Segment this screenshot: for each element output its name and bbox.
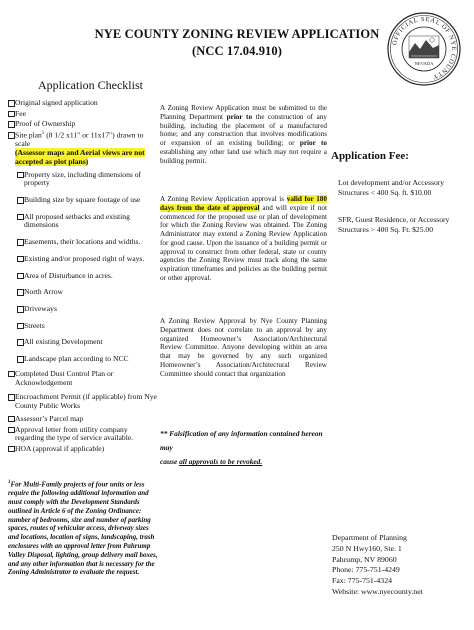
- checklist-item[interactable]: Completed Dust Control Plan or Acknowledgement: [8, 370, 158, 387]
- checkbox[interactable]: [17, 197, 24, 204]
- page-title: NYE COUNTY ZONING REVIEW APPLICATION: [94, 27, 380, 41]
- checkbox[interactable]: [17, 256, 24, 263]
- checklist-subitem[interactable]: Landscape plan according to NCC: [8, 355, 158, 364]
- contact-block: [332, 533, 423, 598]
- checklist-heading: Application Checklist: [38, 78, 143, 92]
- checkbox[interactable]: [17, 356, 24, 363]
- contact-department: Department of Planning: [332, 533, 407, 542]
- paragraph-submission: A Zoning Review Application must be submitted to the Planning Department prior to the construction of any building, including the placement of a manufactured home; and any construction that involves modifications or expansion of an existing building; or prior to establishing any other land use which may not require a building permit.: [160, 104, 328, 165]
- checklist-item[interactable]: Proof of Ownership: [8, 120, 158, 129]
- checklist-item[interactable]: Assessor’s Parcel map: [8, 415, 158, 424]
- checkbox[interactable]: [8, 132, 15, 139]
- checklist-item[interactable]: Fee: [8, 110, 158, 119]
- contact-phone: Phone: 775-751-4249: [332, 565, 400, 575]
- checkbox[interactable]: [17, 273, 24, 280]
- checklist-item[interactable]: Original signed application: [8, 99, 158, 108]
- checklist-subitem[interactable]: Property size, including dimensions of property: [8, 171, 158, 188]
- checklist-item[interactable]: Approval letter from utility company regarding the type of service available.: [8, 426, 158, 443]
- fee-item: SFR, Guest Residence, or Accessory Structures > 400 Sq. Ft. $25.00: [338, 215, 450, 234]
- checklist-item-site-plan[interactable]: Site plan$^1$ (8 1/2 x11" or 11x17") drawn to scale (Assessor maps and Aerial views are not accepted as plot plans): [8, 131, 158, 166]
- checkbox[interactable]: [17, 214, 24, 221]
- checkbox[interactable]: [17, 339, 24, 346]
- checklist-item[interactable]: Encroachment Permit (if applicable) from Nye County Public Works: [8, 393, 158, 410]
- checkbox[interactable]: [8, 100, 15, 107]
- checkbox[interactable]: [17, 289, 24, 296]
- checklist-subitem[interactable]: Streets: [8, 322, 158, 331]
- checklist-subitem[interactable]: Driveways: [8, 305, 158, 314]
- checklist-subitem[interactable]: Area of Disturbance in acres.: [8, 272, 158, 281]
- checkbox[interactable]: [17, 172, 24, 179]
- checklist-subitem[interactable]: Building size by square footage of use: [8, 196, 158, 205]
- checkbox[interactable]: [17, 239, 24, 246]
- checklist-item[interactable]: HOA (approval if applicable): [8, 445, 158, 454]
- checklist-subitem[interactable]: North Arrow: [8, 288, 158, 297]
- checkbox[interactable]: [8, 371, 15, 378]
- fee-item: Lot development and/or Accessory Structures < 400 Sq. ft. $10.00: [338, 178, 445, 197]
- checkbox[interactable]: [8, 427, 15, 434]
- checkbox[interactable]: [8, 446, 15, 453]
- validity-highlight: valid for 180 days from the date of approval: [160, 195, 327, 212]
- seal-ring-text: OFFICIAL SEAL OF NYE COUNTY: [391, 15, 458, 81]
- contact-city: Pahrump, NV 89060: [332, 554, 397, 564]
- checklist-subitem[interactable]: Easements, their locations and widths.: [8, 238, 158, 247]
- checklist: [8, 99, 158, 456]
- checkbox[interactable]: [8, 121, 15, 128]
- contact-fax: Fax: 775-751-4324: [332, 576, 392, 585]
- checkbox[interactable]: [8, 111, 15, 118]
- paragraph-hoa: A Zoning Review Approval by Nye County Planning Department does not correlate to an approval by any organized Homeowner’s Association/Architectural Review Committee. Anyone developing within an area that may be governed by any such organized Homeowner’s Association/Architectural Review Committee should contact that organization: [160, 317, 327, 378]
- site-plan-note: (Assessor maps and Aerial views are not accepted as plot plans): [15, 148, 145, 166]
- paragraph-validity: A Zoning Review Application approval is valid for 180 days from the date of approval and will expire if not commenced for the proposed use or plan of development for which the Zoning Review was obtained. The Zoning Administrator may extend a Zoning Review Application for good cause. Upon the issuance of a building permit or approval to construct from other federal, state or county agencies the Zoning Review must track along the same expiration timeframes and policies as the building permit or other approval.: [160, 195, 327, 283]
- falsification-notice: ** Falsification of any information contained hereon may cause all approvals to be revoked.: [160, 429, 323, 467]
- contact-website[interactable]: Website: www.nyecounty.net: [332, 586, 423, 596]
- checkbox[interactable]: [8, 394, 15, 401]
- page-subtitle: (NCC 17.04.910): [191, 44, 283, 58]
- county-seal: [387, 12, 461, 86]
- checklist-subitem[interactable]: All proposed setbacks and existing dimensions: [8, 213, 158, 230]
- checklist-subitem[interactable]: Existing and/or proposed right of ways.: [8, 255, 158, 264]
- checkbox[interactable]: [8, 416, 15, 423]
- seal-state-text: NEVADA: [414, 61, 434, 66]
- checkbox[interactable]: [17, 306, 24, 313]
- seal-emblem-icon: [387, 12, 461, 86]
- checklist-subitem[interactable]: All existing Development: [8, 338, 158, 347]
- fee-heading: Application Fee:: [331, 150, 409, 162]
- checkbox[interactable]: [17, 323, 24, 330]
- contact-address: 250 N Hwy160, Ste. 1: [332, 543, 402, 553]
- footnote: $^1$For Multi-Family projects of four units or less require the following additional information and must comply with the Development Standards outlined in Article 6 of the Zoning Ordinance: number of bedrooms, size and number of parking spaces, routes of vehicular access, driveway sizes and locations, location of signs, landscaping, trash enclosures with an approval letter from Pahrump Valley Disposal, lighting, group delivery mail boxes, and any other information that is necessary for the Zoning Administrator to evaluate the request.: [8, 480, 158, 577]
